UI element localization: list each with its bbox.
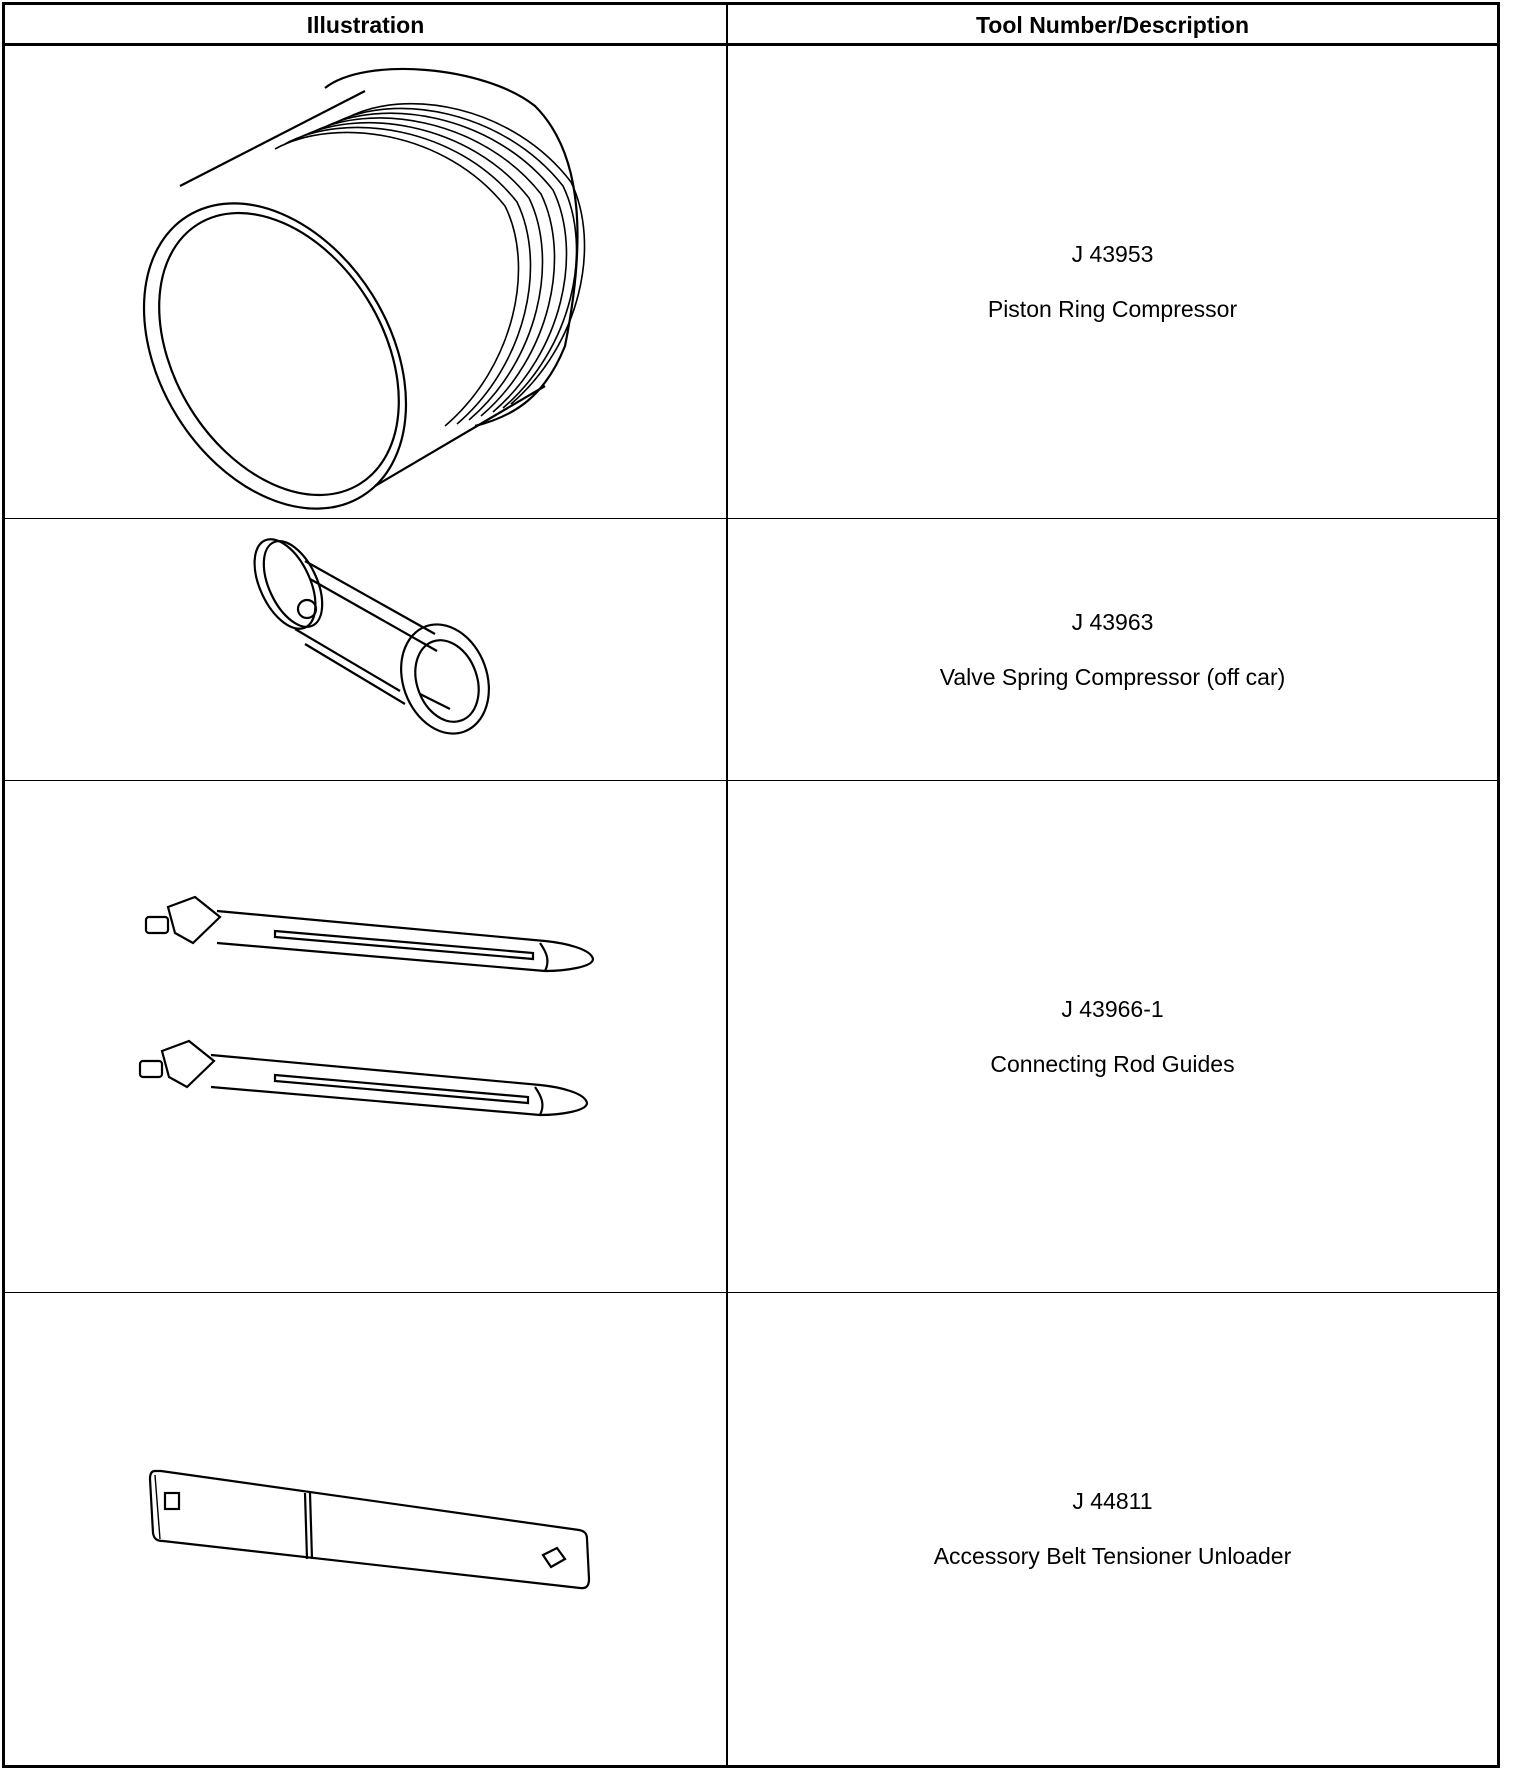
tool-name: Piston Ring Compressor <box>987 296 1238 322</box>
table-header <box>5 5 1497 46</box>
tool-number: J 43966-1 <box>1061 995 1164 1022</box>
tool-name: Connecting Rod Guides <box>990 1050 1235 1077</box>
special-tools-table <box>2 2 1500 1768</box>
tool-name: Valve Spring Compressor (off car) <box>939 663 1286 690</box>
tool-name: Accessory Belt Tensioner Unloader <box>933 1543 1292 1569</box>
belt-tensioner-unloader-illustration <box>5 1293 726 1765</box>
tool-number: J 43953 <box>1071 241 1154 267</box>
table-row <box>5 781 1497 1293</box>
piston-ring-compressor-illustration <box>5 46 726 518</box>
tool-description-cell <box>728 46 1497 518</box>
tool-description-cell <box>728 519 1497 780</box>
tool-description-cell <box>728 1293 1497 1765</box>
header-tool-number-description: Tool Number/Description <box>975 12 1250 38</box>
table-row <box>5 519 1497 781</box>
header-illustration: Illustration <box>306 12 425 38</box>
tool-number: J 44811 <box>1072 1488 1153 1514</box>
tool-number: J 43963 <box>1071 608 1154 635</box>
tool-description-cell <box>728 781 1497 1292</box>
valve-spring-compressor-illustration <box>5 519 726 780</box>
table-row <box>5 46 1497 519</box>
connecting-rod-guides-illustration <box>5 781 726 1292</box>
table-row <box>5 1293 1497 1765</box>
